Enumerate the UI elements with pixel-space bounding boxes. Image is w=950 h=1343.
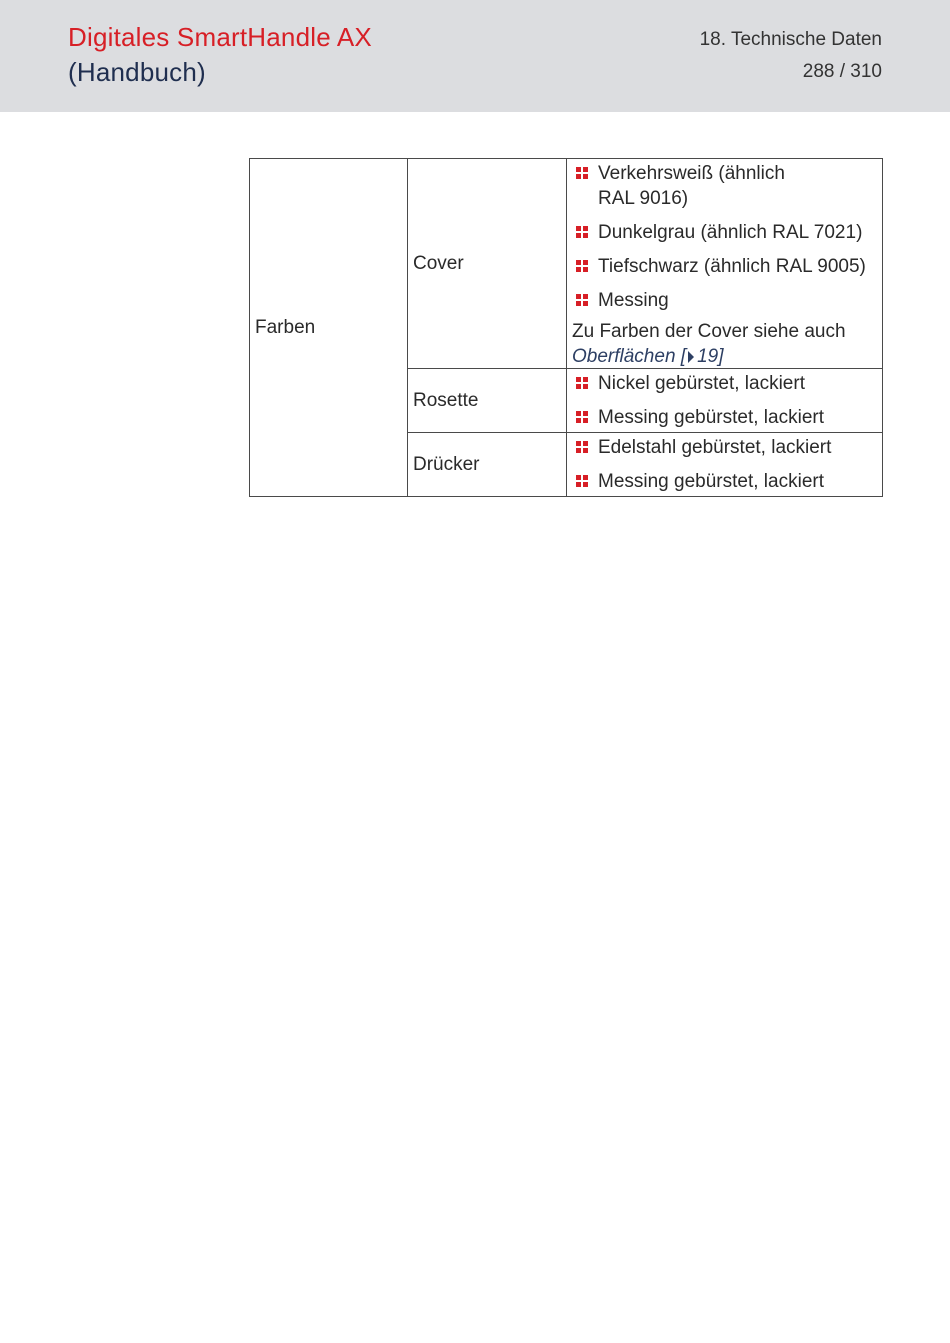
list-item-label: Edelstahl gebürstet, lackiert xyxy=(598,437,832,458)
list-item-label: Verkehrsweiß (ähnlich RAL 9016) xyxy=(598,163,785,209)
cover-note xyxy=(572,319,877,369)
page-arrow-icon xyxy=(688,351,694,363)
note-text: Zu Farben der Cover siehe auch xyxy=(572,321,846,342)
list-item-label: Messing gebürstet, lackiert xyxy=(598,407,824,428)
list-item-label: Messing xyxy=(598,290,669,311)
link-label: Oberflächen [ xyxy=(572,346,687,367)
list-item-label: Tiefschwarz (ähnlich RAL 9005) xyxy=(598,256,866,277)
list-item-label: Nickel gebürstet, lackiert xyxy=(598,373,805,394)
list-item-label: Messing gebürstet, lackiert xyxy=(598,471,824,492)
component-cell: Cover xyxy=(408,159,567,369)
list-item-label: Dunkelgrau (ähnlich RAL 7021) xyxy=(598,222,863,243)
category-cell: Farben xyxy=(250,159,408,497)
list-item xyxy=(572,220,877,245)
bullet-icon xyxy=(576,226,588,238)
value-list xyxy=(572,435,877,494)
document-title: Digitales SmartHandle AX xyxy=(68,22,372,52)
bullet-icon xyxy=(576,294,588,306)
bullet-icon xyxy=(576,475,588,487)
list-item xyxy=(572,435,877,460)
component-cell: Rosette xyxy=(408,369,567,433)
value-list xyxy=(572,371,877,430)
list-item xyxy=(572,405,877,430)
list-item xyxy=(572,161,788,211)
values-cell xyxy=(567,159,883,369)
bullet-icon xyxy=(576,411,588,423)
page-header xyxy=(0,0,950,112)
surfaces-link[interactable] xyxy=(572,346,724,367)
list-item xyxy=(572,371,877,396)
bullet-icon xyxy=(576,260,588,272)
page-number: 288 / 310 xyxy=(802,61,882,82)
specs-table xyxy=(249,158,883,497)
bullet-icon xyxy=(576,167,588,179)
document-subtitle: (Handbuch) xyxy=(68,57,206,87)
component-cell: Drücker xyxy=(408,433,567,497)
chapter-title: 18. Technische Daten xyxy=(699,29,882,50)
link-page: 19] xyxy=(697,346,724,367)
list-item xyxy=(572,469,877,494)
values-cell xyxy=(567,369,883,433)
table-row xyxy=(250,159,883,369)
list-item xyxy=(572,288,877,313)
list-item xyxy=(572,254,877,279)
value-list xyxy=(572,161,877,313)
bullet-icon xyxy=(576,441,588,453)
values-cell xyxy=(567,433,883,497)
bullet-icon xyxy=(576,377,588,389)
